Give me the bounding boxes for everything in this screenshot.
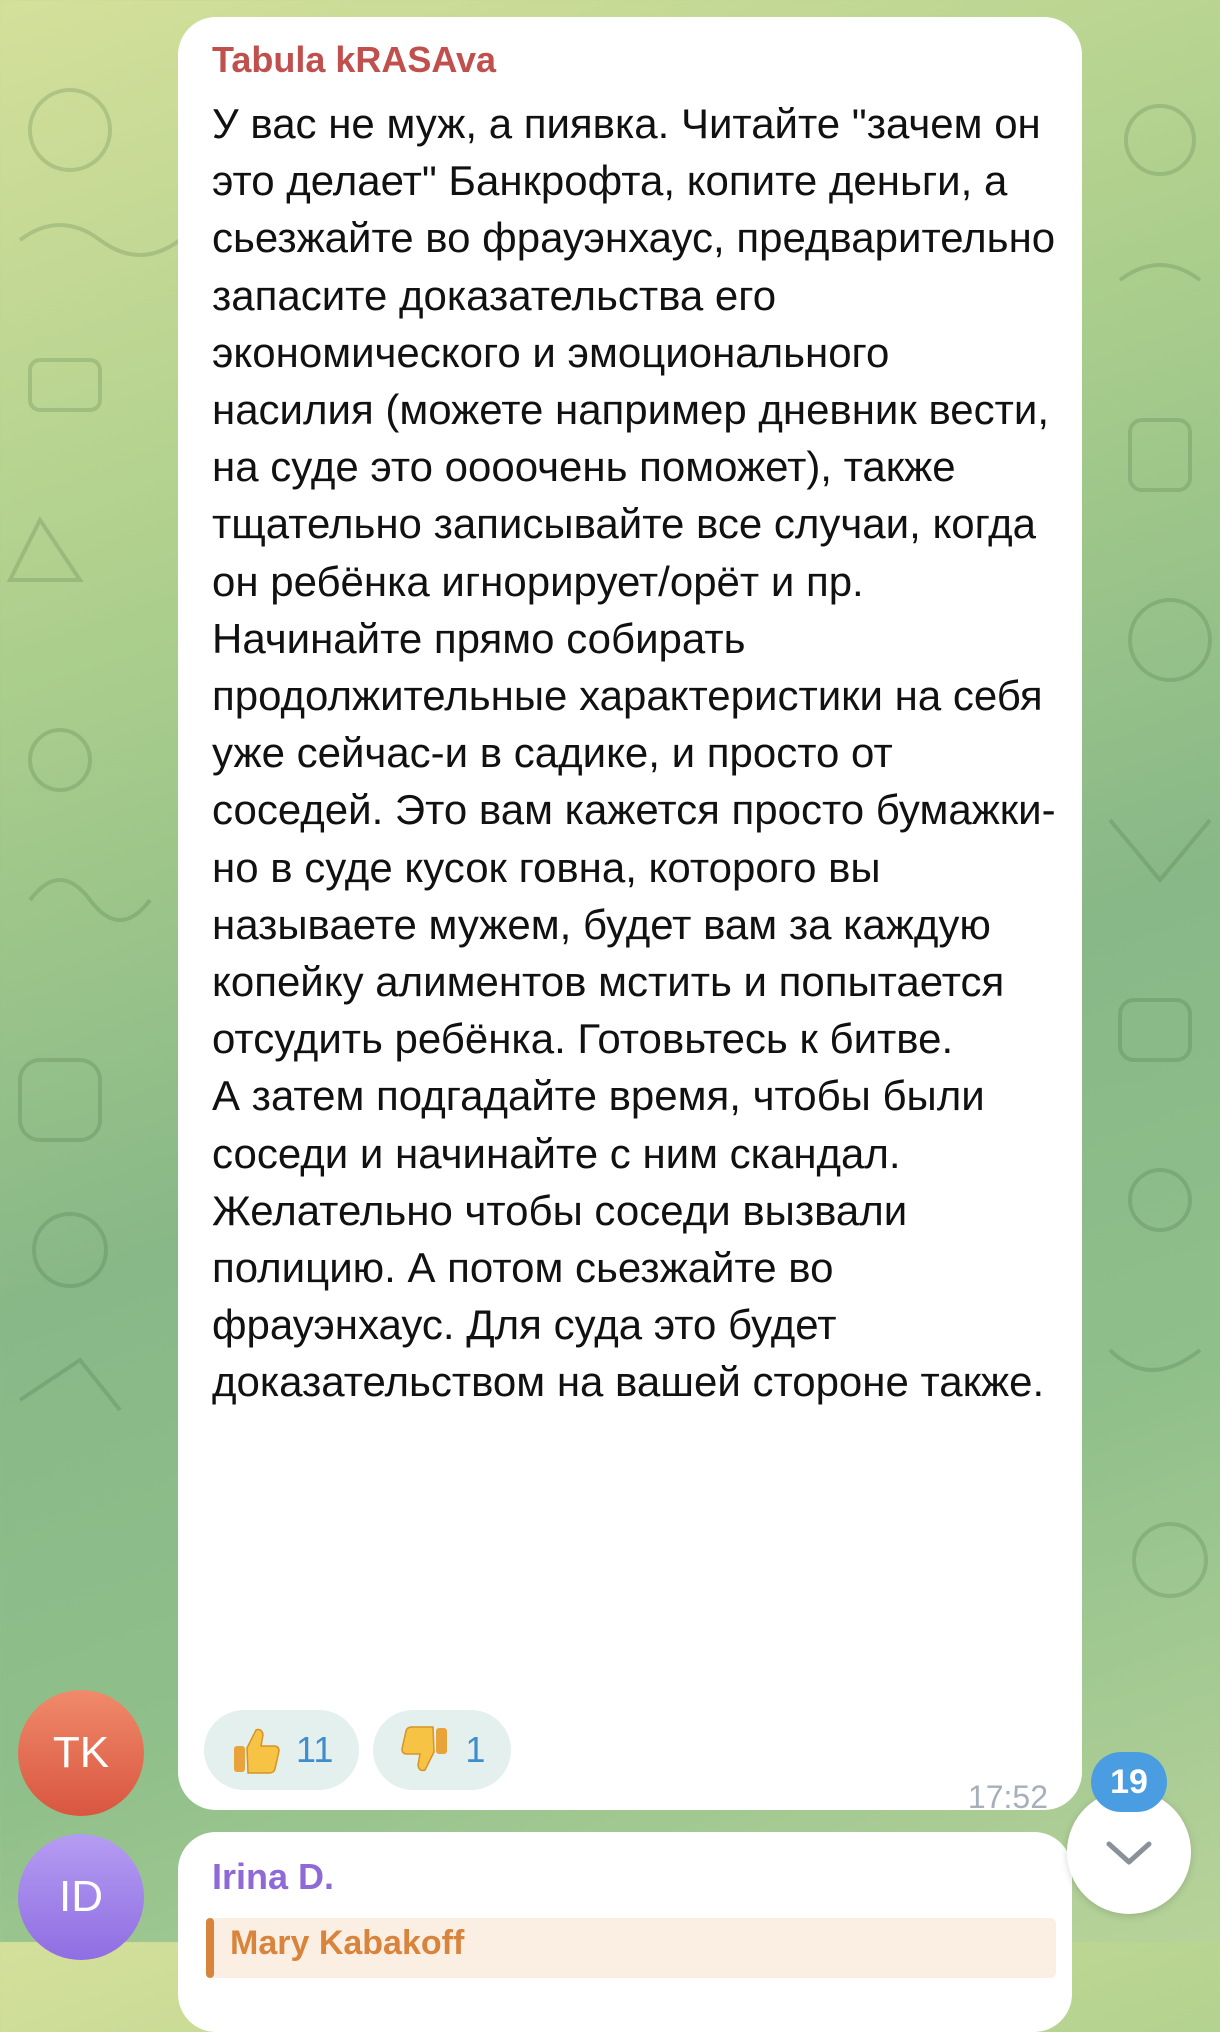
message-text xyxy=(212,95,1062,1411)
avatar[interactable]: TK xyxy=(18,1690,144,1816)
reaction-thumbs-up[interactable] xyxy=(204,1710,359,1790)
thumbs-down-icon xyxy=(397,1722,453,1778)
chevron-down-icon xyxy=(1101,1824,1157,1880)
reply-sender-name: Mary Kabakoff xyxy=(230,1924,465,1962)
reply-accent-bar xyxy=(206,1918,214,1978)
sender-name[interactable]: Irina D. xyxy=(212,1856,335,1897)
message-paragraph: А затем подгадайте время, чтобы были соседи и начинайте с ним скандал. Желательно чтобы соседи вызвали полицию. А потом сьезжайте во фрауэнхаус. Для суда это будет доказательством на вашей стороне также. xyxy=(212,1072,1045,1406)
unread-count-badge: 19 xyxy=(1091,1752,1167,1812)
reactions-row xyxy=(204,1710,511,1790)
avatar[interactable]: ID xyxy=(18,1834,144,1960)
message-bubble[interactable] xyxy=(178,17,1082,1815)
reaction-count: 1 xyxy=(465,1729,486,1770)
sender-name[interactable]: Tabula kRASAva xyxy=(212,39,497,80)
message-paragraph: У вас не муж, а пиявка. Читайте "зачем он это делает" Банкрофта, копите деньги, а сьезжайте во фрауэнхаус, предварительно запасите доказательства его экономического и эмоционального насилия (можете например дневник вести, на суде это оооочень поможет), также тщательно записывайте все случаи, когда он ребёнка игнорирует/орёт и пр. Начинайте прямо собирать продолжительные характеристики на себя уже сейчас-и в садике, и просто от соседей. Это вам кажется просто бумажки-но в суде кусок говна, которого вы называете мужем, будет вам за каждую копейку алиментов мстить и попытается отсудить ребёнка. Готовьтесь к битве. xyxy=(212,100,1056,1063)
reaction-count: 11 xyxy=(296,1729,334,1770)
message-bubble-next[interactable] xyxy=(178,1832,1072,2032)
message-time: 17:52 xyxy=(967,1779,1048,1815)
thumbs-up-icon xyxy=(228,1722,284,1778)
reaction-thumbs-down[interactable] xyxy=(373,1710,511,1790)
